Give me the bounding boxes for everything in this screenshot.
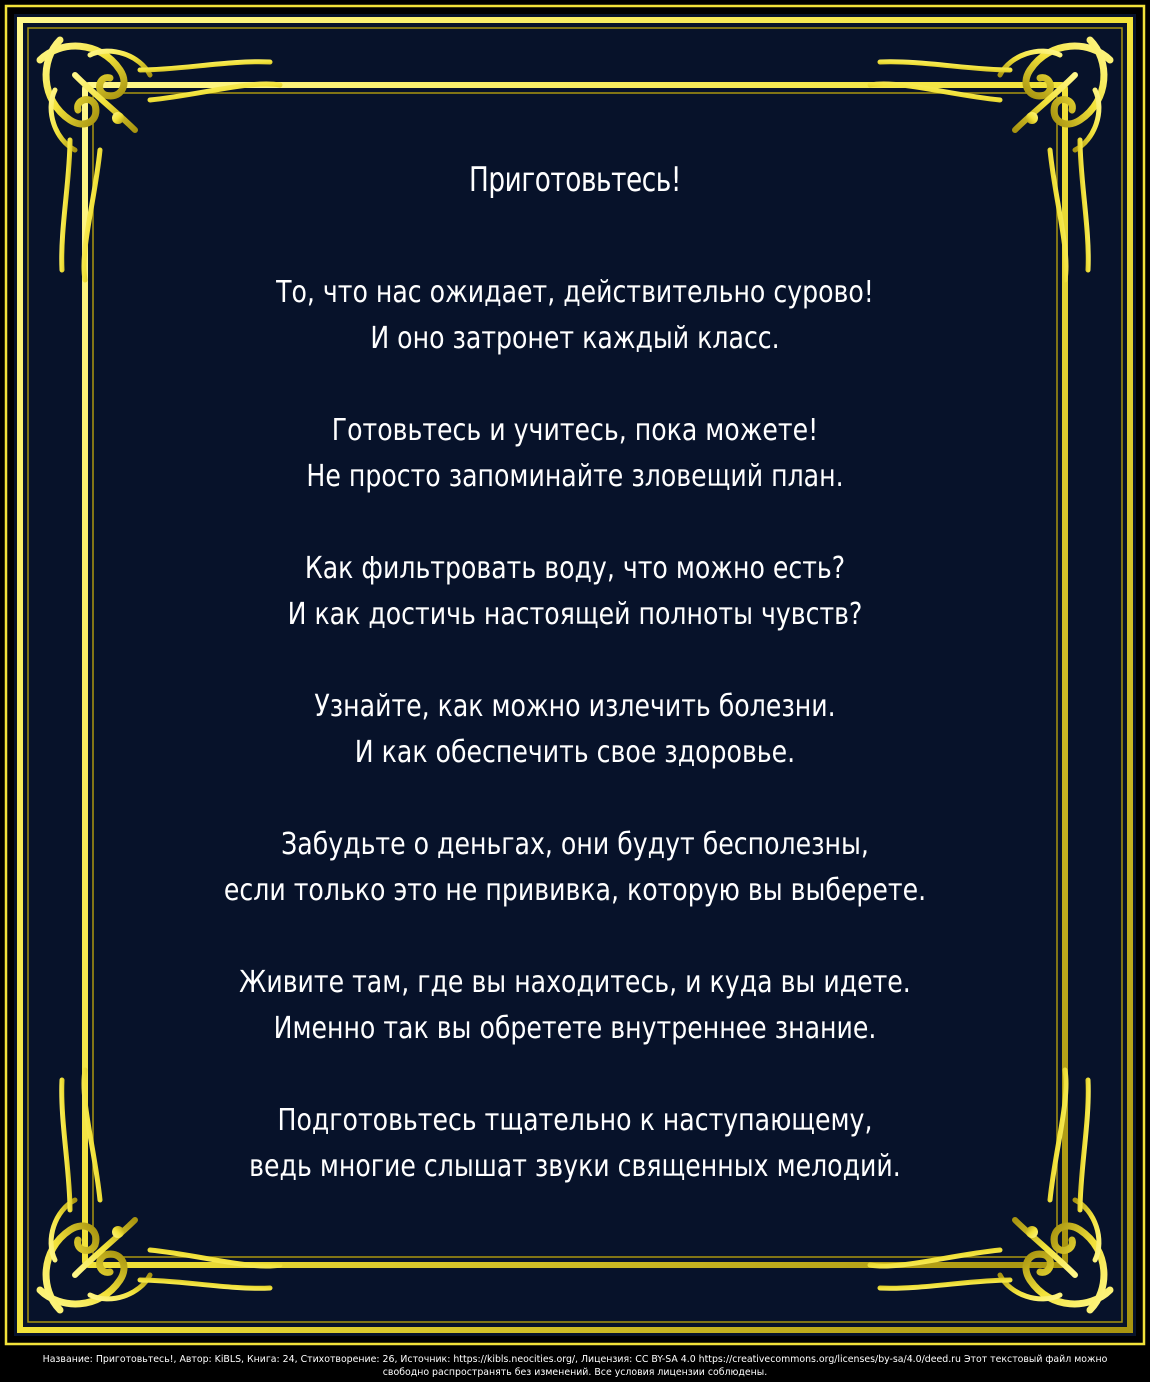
poem-line: Узнайте, как можно излечить болезни. xyxy=(314,689,836,724)
stanza xyxy=(150,822,1000,914)
poem-line: Как фильтровать воду, что можно есть? xyxy=(304,551,846,586)
poem-line: ведь многие слышат звуки священных мелодий. xyxy=(249,1149,901,1184)
poem-title: Приготовьтесь! xyxy=(469,160,681,200)
poem-line: Живите там, где вы находитесь, и куда вы идете. xyxy=(239,965,911,1000)
license-footer xyxy=(0,1350,1150,1382)
stanza xyxy=(150,684,1000,776)
stanza xyxy=(150,270,1000,362)
stanza xyxy=(150,1098,1000,1190)
license-footer-line: Название: Приготовьтесь!, Автор: KiBLS, Книга: 24, Стихотворение: 26, Источник: https://kibls.neocities.org/, Лицензия: CC BY-SA 4.0 https://creativecommons.org/licenses/by-sa/4.0/deed.ru Этот текстовый файл можно xyxy=(42,1354,1108,1365)
poem-line: То, что нас ожидает, действительно сурово! xyxy=(276,275,874,310)
license-footer-line: свободно распространять без изменений. Все условия лицензии соблюдены. xyxy=(382,1367,768,1378)
stanza xyxy=(150,408,1000,500)
poem-line: Подготовьтесь тщательно к наступающему, xyxy=(277,1103,873,1138)
poem-line: Не просто запоминайте зловещий план. xyxy=(306,459,844,494)
poem-line: И как достичь настоящей полноты чувств? xyxy=(287,597,863,632)
poem-line: если только это не прививка, которую вы выберете. xyxy=(223,873,927,908)
stanza xyxy=(150,546,1000,638)
poem-line: Именно так вы обретете внутреннее знание. xyxy=(273,1011,877,1046)
stanza xyxy=(150,960,1000,1052)
poem-body xyxy=(150,150,1000,1236)
poem-line: И как обеспечить свое здоровье. xyxy=(354,735,796,770)
poem-line: И оно затронет каждый класс. xyxy=(370,321,780,356)
poem-line: Забудьте о деньгах, они будут бесполезны, xyxy=(281,827,869,862)
poem-line: Готовьтесь и учитесь, пока можете! xyxy=(331,413,819,448)
